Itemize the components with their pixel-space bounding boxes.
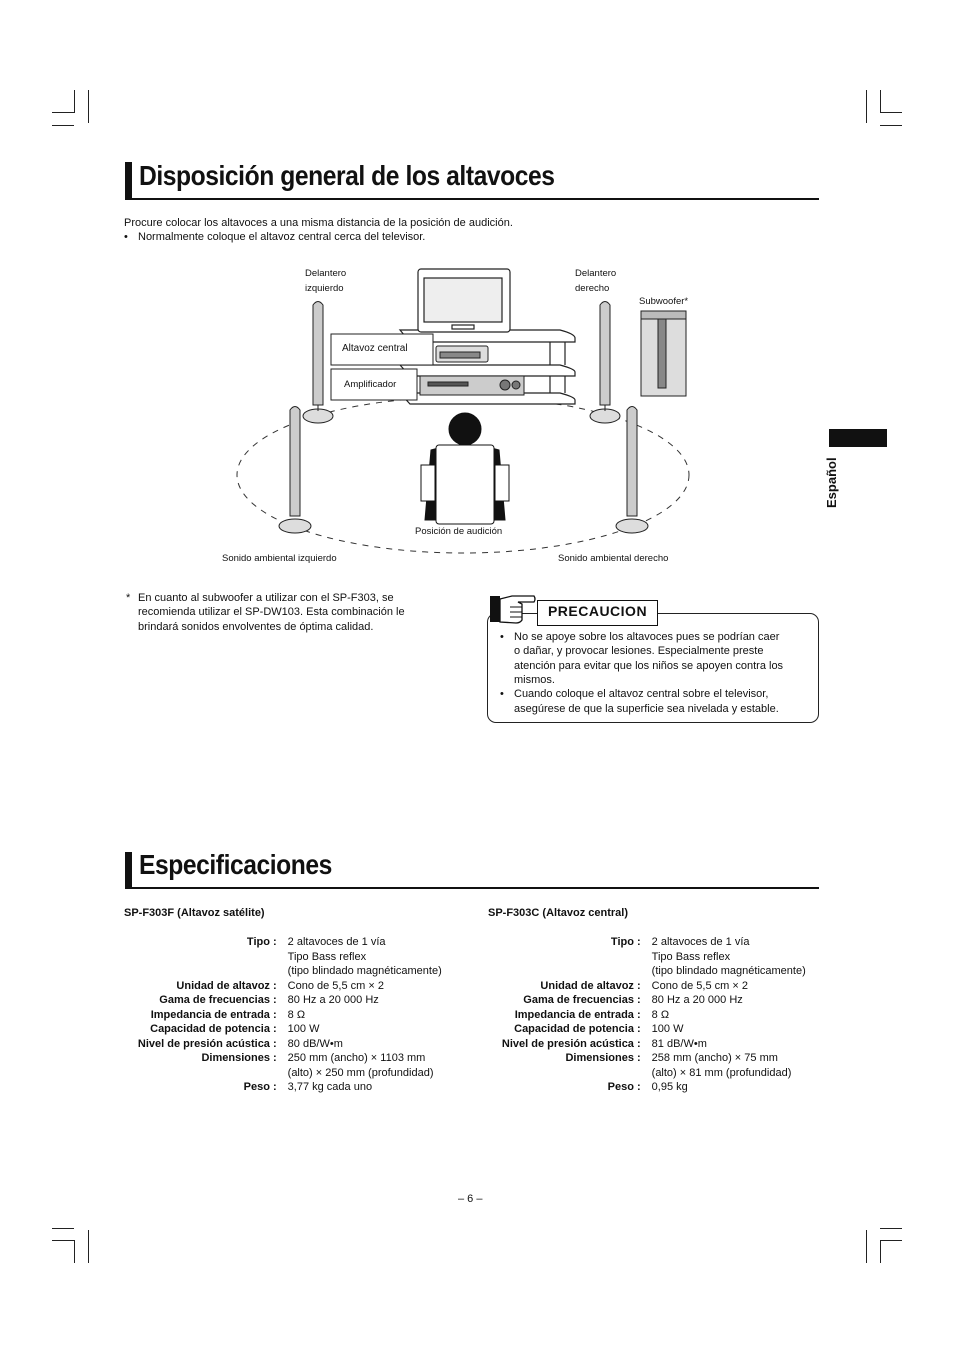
spec-value-line: 2 altavoces de 1 vía: [287, 936, 386, 948]
amplifier: [420, 376, 524, 395]
page-number: – 6 –: [458, 1193, 483, 1205]
spec-value: [288, 979, 455, 994]
spec-right-title: SP-F303C (Altavoz central): [488, 907, 628, 919]
label-surround-right: Sonido ambiental derecho: [558, 553, 669, 564]
spec-key: Dimensiones :: [565, 1052, 641, 1064]
spec-row: [125, 979, 455, 994]
center-speaker: [436, 346, 488, 362]
spec-value-line: 100 W: [651, 1023, 684, 1035]
spec-row: [489, 979, 819, 994]
spec-key: Peso :: [243, 1081, 277, 1093]
spec-value: [288, 1051, 455, 1080]
subwoofer: [641, 311, 686, 396]
label-surround-left: Sonido ambiental izquierdo: [222, 553, 337, 564]
television: [418, 269, 510, 332]
label-amp: Amplificador: [344, 379, 397, 390]
spec-value-line: (tipo blindado magnéticamente): [651, 965, 806, 977]
spec-row: [489, 1022, 819, 1037]
spec-row: [125, 935, 455, 979]
spec-value-line: 250 mm (ancho) × 1103 mm: [287, 1052, 426, 1064]
spec-table-left: [125, 935, 455, 1095]
page-title: Disposición general de los altavoces: [139, 160, 555, 191]
spec-row: [489, 1051, 819, 1080]
label-front-left: Delantero izquierdo: [305, 268, 347, 294]
spec-value: [652, 993, 819, 1008]
spec-key: Tipo :: [610, 936, 641, 948]
side-tab-language: Español: [824, 457, 839, 508]
heading-rule-2: [125, 887, 819, 889]
spec-key: Dimensiones :: [201, 1052, 277, 1064]
spec-key: Unidad de altavoz :: [176, 979, 277, 992]
front-left-speaker: [303, 302, 333, 424]
footnote-line-2: recomienda utilizar el SP-DW103. Esta combinación le: [138, 606, 405, 618]
footnote-line-3: brindará sonidos envolventes de óptima calidad.: [138, 621, 374, 633]
listener: [421, 413, 509, 524]
spec-value-line: Cono de 5,5 cm × 2: [287, 979, 384, 992]
spec-value-line: 8 Ω: [651, 1008, 670, 1021]
caution-b1-line-1: No se apoye sobre los altavoces pues se podrían caer: [514, 631, 780, 643]
caution-bullet-1-mark: •: [500, 631, 504, 643]
caution-b2-line-1: Cuando coloque el altavoz central sobre el televisor,: [514, 688, 769, 700]
spec-value-line: 3,77 kg cada uno: [287, 1081, 373, 1093]
label-listening: Posición de audición: [415, 526, 503, 537]
surround-right-speaker: [616, 407, 648, 534]
spec-value-line: (alto) × 250 mm (profundidad): [287, 1066, 434, 1079]
spec-value: [288, 935, 455, 979]
spec-value-line: 80 Hz a 20 000 Hz: [651, 994, 743, 1006]
spec-value-line: (tipo blindado magnéticamente): [287, 965, 442, 977]
spec-key: Nivel de presión acústica :: [501, 1037, 641, 1050]
spec-key: Gama de frecuencias :: [159, 994, 277, 1006]
spec-row: [125, 993, 455, 1008]
spec-row: [489, 935, 819, 979]
spec-key: Peso :: [607, 1081, 641, 1093]
spec-row: [125, 1037, 455, 1052]
spec-row: [489, 1037, 819, 1052]
spec-key: Nivel de presión acústica :: [137, 1037, 277, 1050]
spec-value-line: 80 Hz a 20 000 Hz: [287, 994, 379, 1006]
spec-value: [652, 979, 819, 994]
spec-value: [652, 1022, 819, 1037]
spec-key: Tipo :: [246, 936, 277, 948]
spec-value: [288, 1037, 455, 1052]
spec-row: [125, 1022, 455, 1037]
caution-bullet-2-mark: •: [500, 688, 504, 700]
surround-left-speaker: [279, 407, 311, 534]
spec-value: [652, 1051, 819, 1080]
spec-value: [288, 1008, 455, 1023]
spec-value-line: (alto) × 81 mm (profundidad): [651, 1066, 792, 1079]
footnote-mark: *: [126, 592, 131, 604]
caution-b1-line-3: atención para evitar que los niños se apoyen contra los: [514, 660, 784, 672]
spec-row: [489, 993, 819, 1008]
spec-row: [489, 1080, 819, 1095]
spec-value-line: 100 W: [287, 1023, 320, 1035]
intro-text: Procure colocar los altavoces a una misma distancia de la posición de audición.: [124, 217, 513, 229]
spec-key: Capacidad de potencia :: [514, 1023, 641, 1035]
spec-key: Impedancia de entrada :: [150, 1008, 277, 1021]
spec-row: [125, 1080, 455, 1095]
caution-label: PRECAUCION: [547, 603, 648, 619]
intro-bullet-mark: •: [124, 231, 128, 243]
side-tab-marker: [829, 429, 887, 447]
speaker-layout-diagram: [0, 0, 954, 600]
spec-row: [125, 1051, 455, 1080]
intro-bullet: Normalmente coloque el altavoz central cerca del televisor.: [138, 231, 426, 243]
spec-value-line: Tipo Bass reflex: [651, 950, 731, 963]
spec-value: [288, 1080, 455, 1095]
front-right-speaker: [590, 302, 620, 424]
footnote-line-1: En cuanto al subwoofer a utilizar con el SP-F303, se: [138, 592, 394, 604]
spec-value: [652, 935, 819, 979]
spec-key: Capacidad de potencia :: [150, 1023, 277, 1035]
label-subwoofer: Subwoofer*: [639, 296, 689, 307]
spec-left-title: SP-F303F (Altavoz satélite): [124, 907, 265, 919]
heading-bar-2: [125, 852, 132, 888]
spec-key: Impedancia de entrada :: [514, 1008, 641, 1021]
label-center: Altavoz central: [342, 343, 408, 354]
spec-value-line: 81 dB/W•m: [651, 1037, 707, 1050]
label-front-right: Delantero derecho: [575, 268, 617, 294]
spec-value-line: 258 mm (ancho) × 75 mm: [651, 1052, 778, 1064]
caution-b1-line-4: mismos.: [514, 674, 555, 686]
pointing-hand-icon: [488, 592, 536, 626]
spec-value: [652, 1008, 819, 1023]
spec-value-line: Tipo Bass reflex: [287, 950, 367, 963]
spec-value-line: 0,95 kg: [651, 1081, 688, 1093]
spec-row: [125, 1008, 455, 1023]
specs-title: Especificaciones: [139, 849, 332, 880]
spec-table-right: [489, 935, 819, 1095]
spec-key: Unidad de altavoz :: [540, 979, 641, 992]
spec-value: [288, 993, 455, 1008]
spec-value-line: 80 dB/W•m: [287, 1037, 343, 1050]
caution-b2-line-2: asegúrese de que la superficie sea nivelada y estable.: [514, 703, 779, 715]
spec-row: [489, 1008, 819, 1023]
spec-value: [288, 1022, 455, 1037]
spec-value-line: 2 altavoces de 1 vía: [651, 936, 750, 948]
spec-value-line: Cono de 5,5 cm × 2: [651, 979, 748, 992]
spec-value: [652, 1037, 819, 1052]
spec-value-line: 8 Ω: [287, 1008, 306, 1021]
spec-value: [652, 1080, 819, 1095]
caution-b1-line-2: o dañar, y provocar lesiones. Especialmente preste: [514, 645, 764, 657]
spec-key: Gama de frecuencias :: [523, 994, 641, 1006]
